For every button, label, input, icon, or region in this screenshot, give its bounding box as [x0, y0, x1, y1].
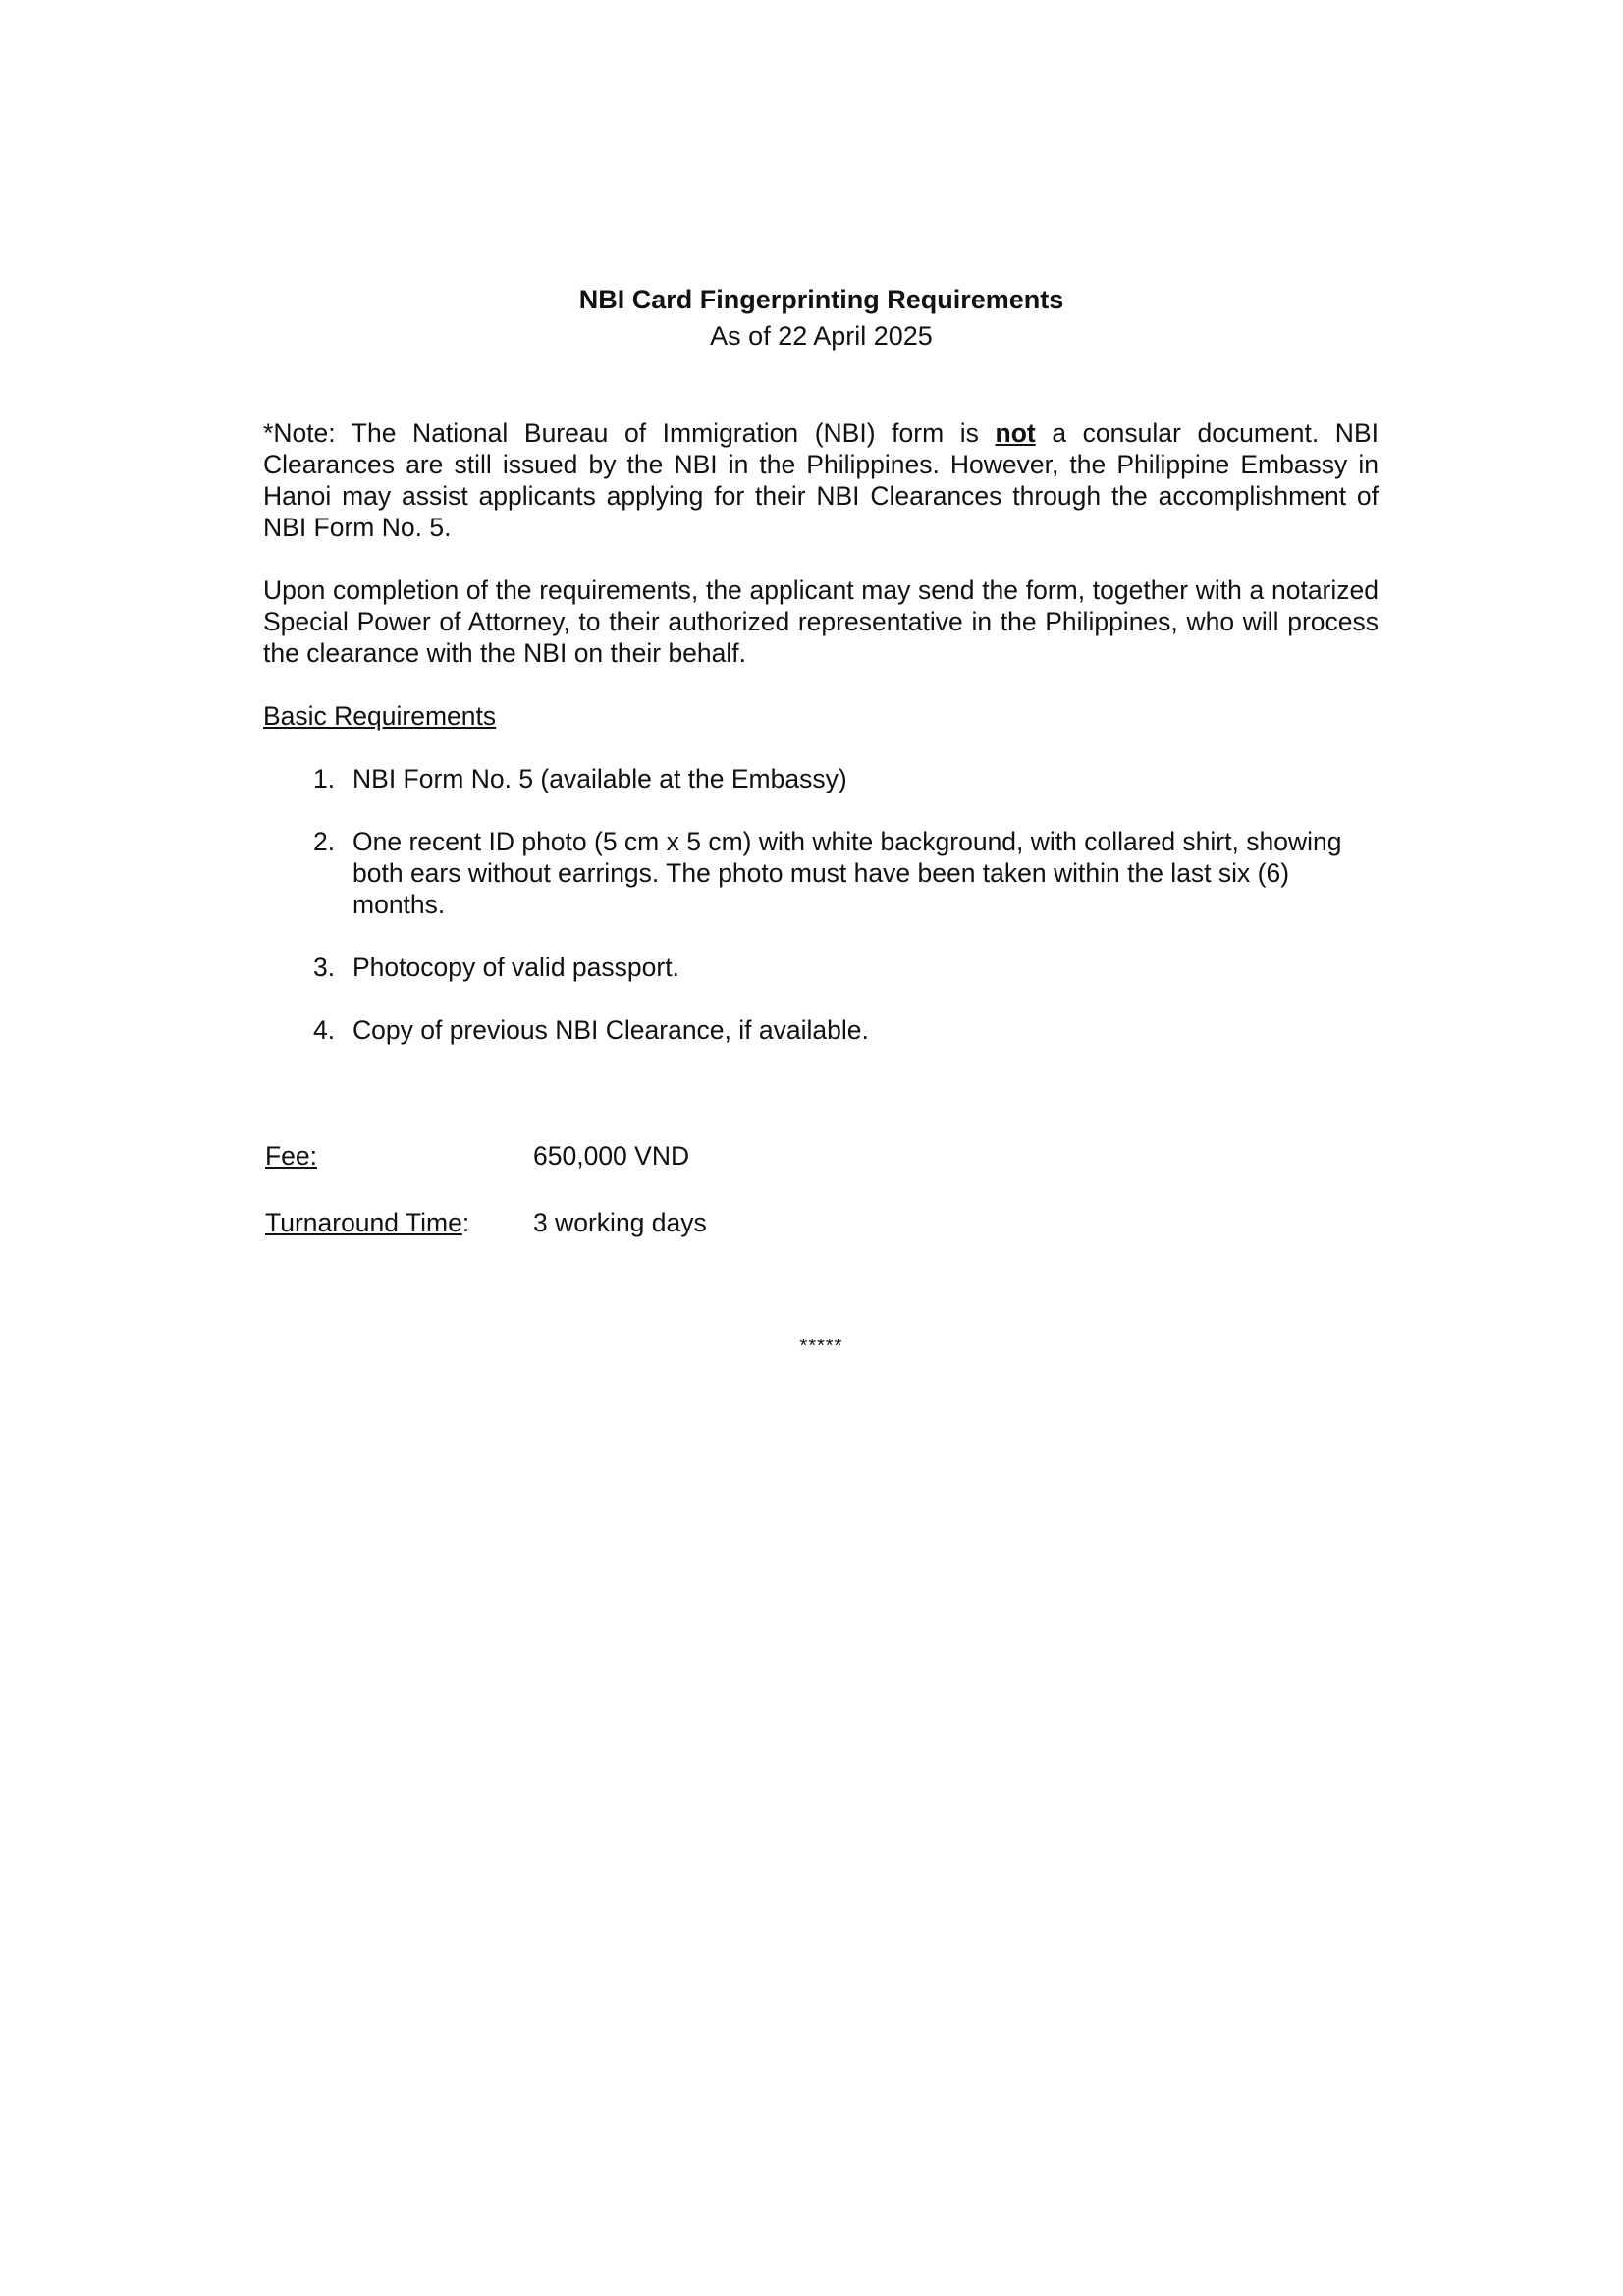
document-date: As of 22 April 2025 [710, 321, 933, 351]
note-text-start: *Note: The National Bureau of Immigration (NBI) form is [263, 418, 996, 448]
list-item [263, 952, 1379, 983]
document-body [263, 417, 1379, 1046]
note-paragraph [263, 417, 1379, 543]
list-item [263, 1014, 1379, 1046]
fee-and-turnaround [265, 1140, 707, 1238]
list-item-number: 4. [313, 1015, 336, 1045]
turnaround-label-colon: : [461, 1208, 470, 1237]
fee-value: 650,000 VND [533, 1141, 690, 1171]
turnaround-label: Turnaround Time [265, 1208, 462, 1237]
list-item-text: Copy of previous NBI Clearance, if available. [352, 1015, 869, 1045]
document-header [0, 282, 1623, 355]
requirements-heading: Basic Requirements [263, 701, 497, 731]
fee-label: Fee: [265, 1141, 318, 1171]
list-item-number: 2. [313, 827, 336, 856]
turnaround-value: 3 working days [533, 1208, 707, 1237]
completion-paragraph: Upon completion of the requirements, the applicant may send the form, together with a notarized Special Power of Attorney, to their authorized representative in the Philippines, who will process the clearance with the NBI on their behalf. [263, 575, 1379, 668]
note-text-end: a consular document. NBI Clearances are still issued by the NBI in the Philippines. However, the Philippine Embassy in Hanoi may assist applicants applying for their NBI Clearances through the accomplishment of NBI Form No. 5. [263, 418, 1379, 542]
requirements-list [263, 763, 1379, 1046]
document-title: NBI Card Fingerprinting Requirements [578, 285, 1064, 314]
turnaround-row [265, 1207, 707, 1238]
end-of-document-mark: ***** [799, 1336, 843, 1357]
list-item-text: NBI Form No. 5 (available at the Embassy) [352, 764, 847, 793]
list-item-number: 1. [313, 764, 336, 793]
fee-row [265, 1140, 707, 1172]
list-item-text: Photocopy of valid passport. [352, 953, 679, 982]
list-item [263, 763, 1379, 794]
note-emphasis: not [995, 418, 1036, 448]
list-item [263, 826, 1379, 920]
list-item-number: 3. [313, 953, 336, 982]
list-item-text: One recent ID photo (5 cm x 5 cm) with white background, with collared shirt, showing both ears without earrings. The photo must have been taken within the last six (6) months. [352, 827, 1342, 919]
